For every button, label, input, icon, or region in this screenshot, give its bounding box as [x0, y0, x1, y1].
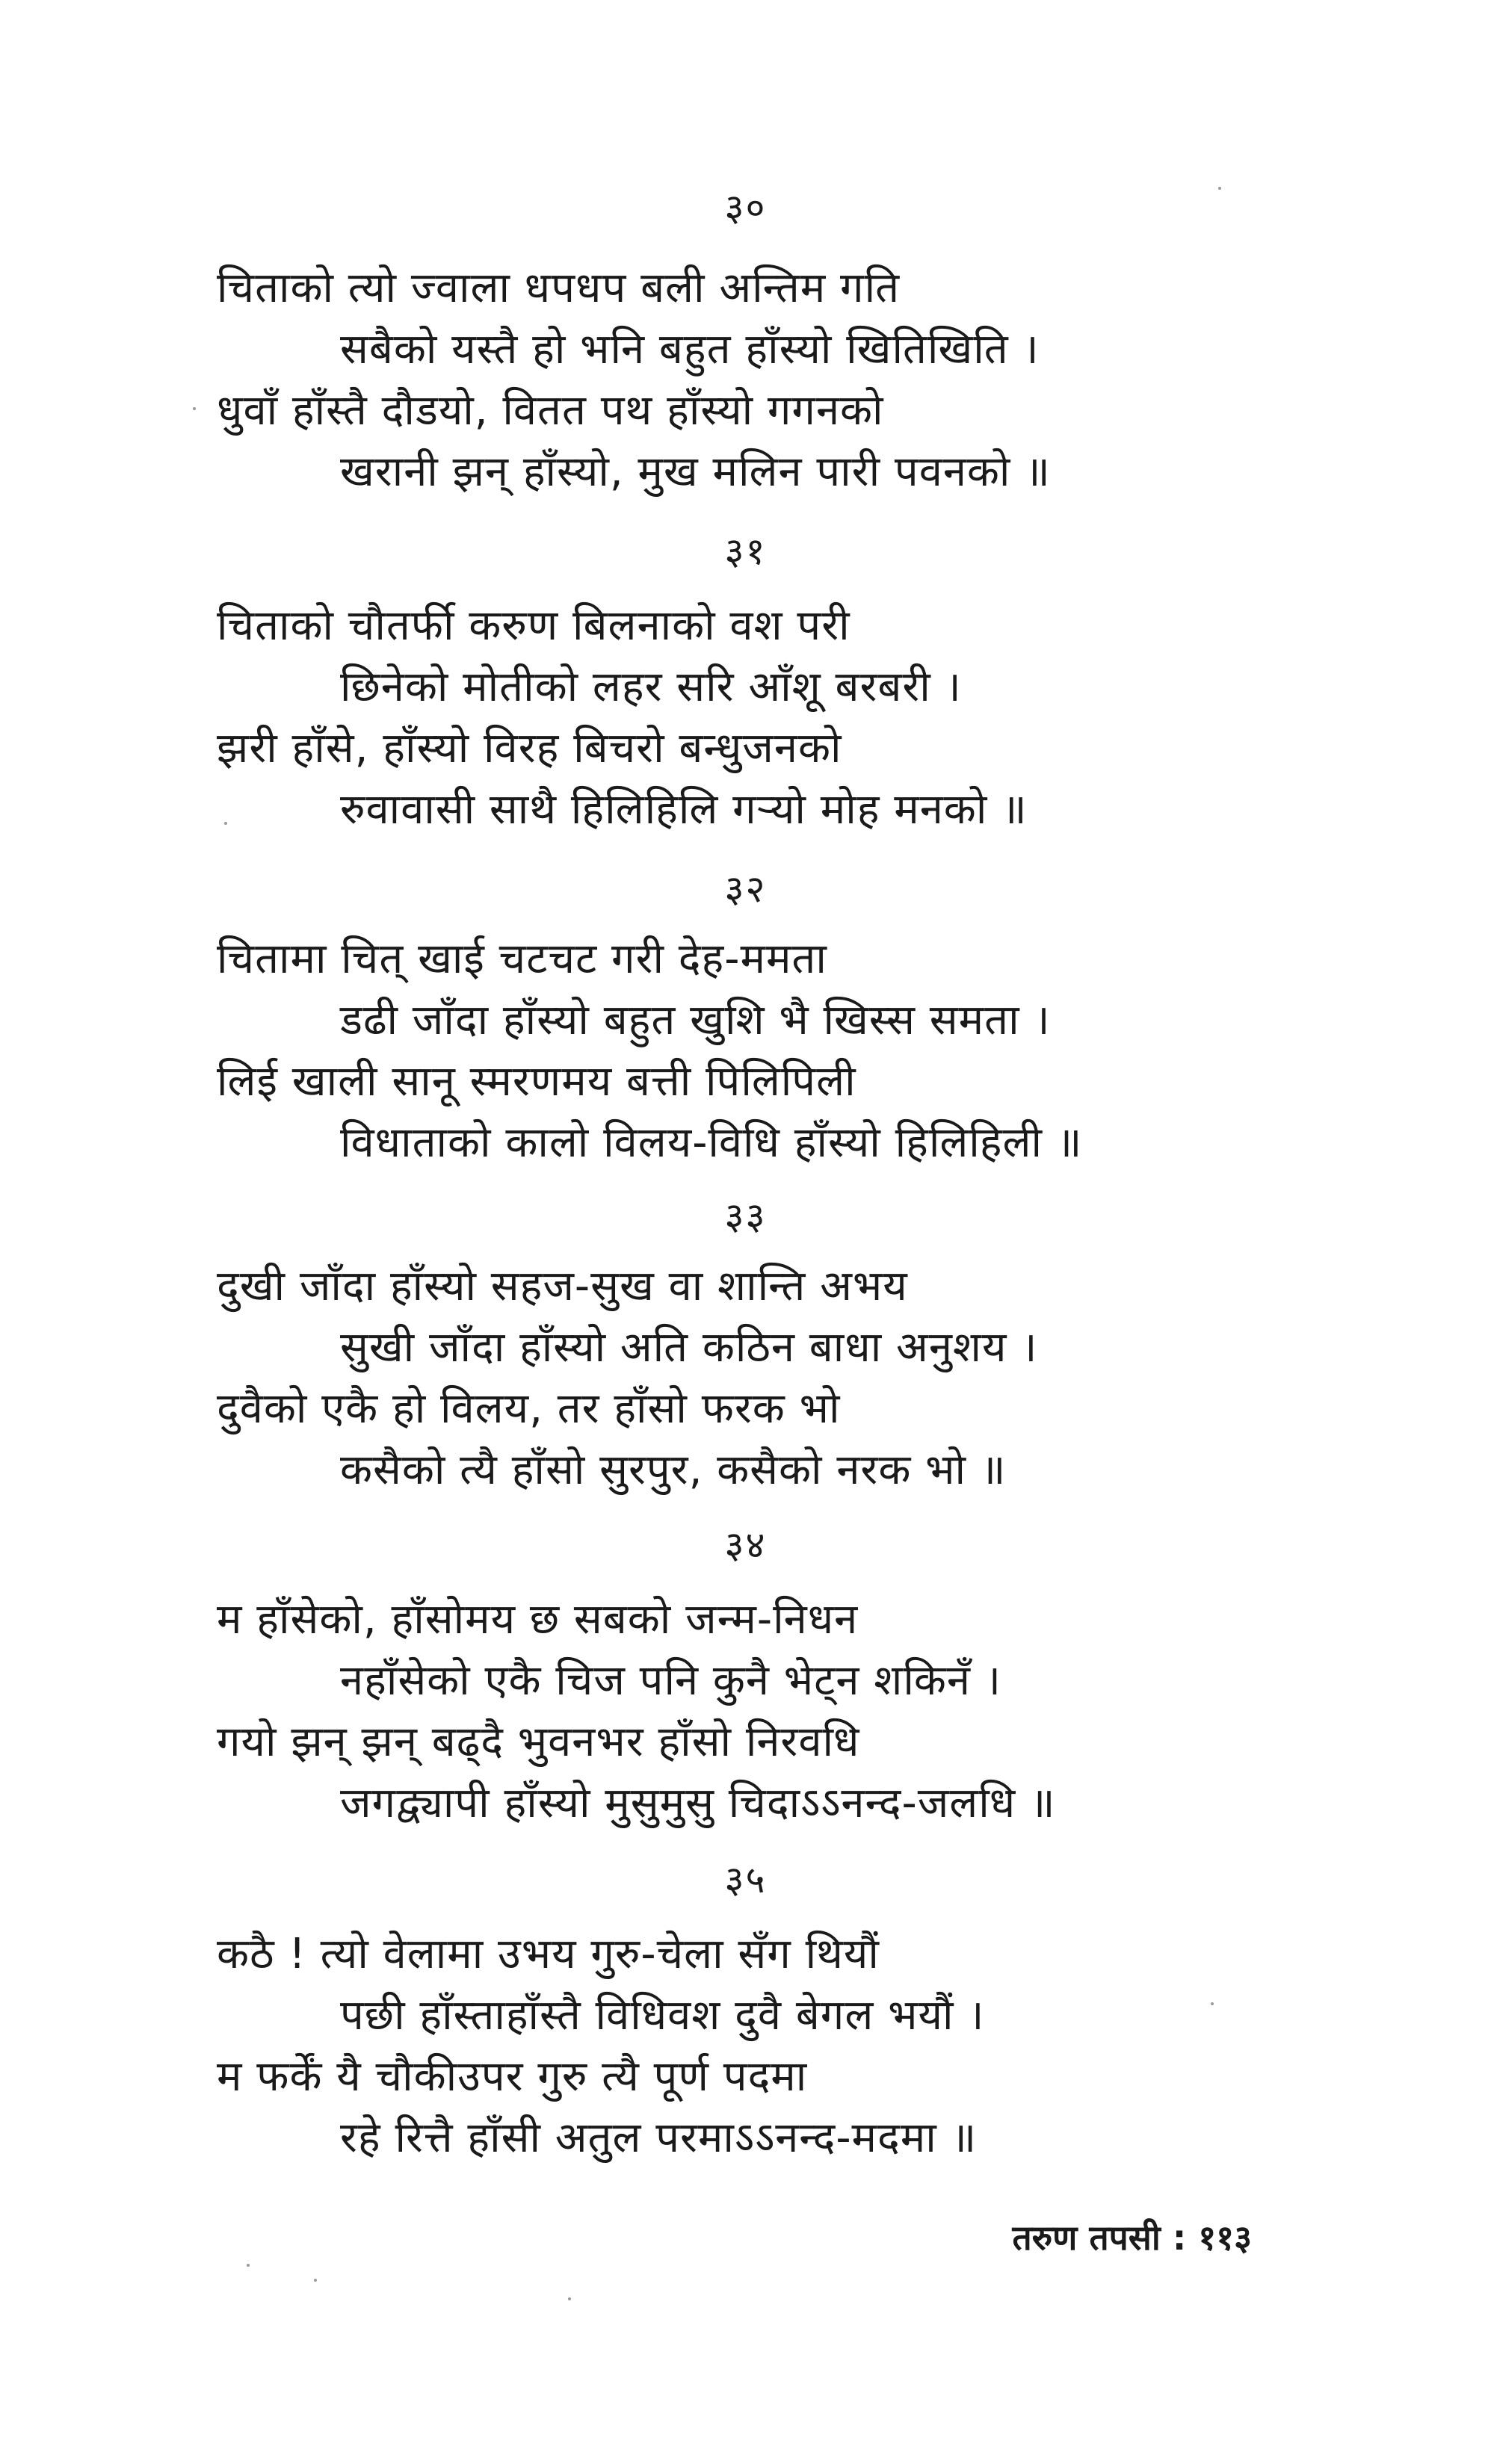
page-number: ११३: [1198, 2217, 1252, 2258]
verse-line: सुखी जाँदा हाँस्यो अति कठिन बाधा अनुशय ।: [340, 1323, 1038, 1372]
scan-speck: [193, 407, 196, 410]
verse-number: ३४: [724, 1523, 767, 1567]
verse-line: पछी हाँस्ताहाँस्तै विधिवश दुवै बेगल भयौं ।: [340, 1991, 985, 2040]
verse-line: कसैको त्यै हाँसो सुरपुर, कसैको नरक भो ॥: [340, 1446, 1007, 1494]
verse-line: गयो झन् झन् बढ्दै भुवनभर हाँसो निरवधि: [217, 1718, 860, 1766]
verse-line: रहे रित्तै हाँसी अतुल परमाऽऽनन्द-मदमा ॥: [340, 2114, 978, 2162]
verse-number: ३१: [724, 530, 767, 573]
verse-line: नहाँसेको एकै चिज पनि कुनै भेट्न शकिनँ ।: [340, 1656, 1001, 1705]
scan-speck: [224, 822, 227, 825]
verse-line: विधाताको कालो विलय-विधि हाँस्यो हिलिहिली ॥: [340, 1118, 1083, 1167]
verse-number: ३५: [724, 1858, 767, 1901]
verse-line: म फर्कें यै चौकीउपर गुरु त्यै पूर्ण पदमा: [217, 2052, 808, 2101]
verse-number: ३२: [724, 867, 767, 911]
scan-speck: [1218, 187, 1221, 190]
scan-speck: [1211, 2002, 1214, 2005]
scan-speck: [314, 2279, 317, 2282]
verse-line: जगद्व्यापी हाँस्यो मुसुमुसु चिदाऽऽनन्द-जलधि ॥: [340, 1779, 1056, 1827]
verse-line: चिताको त्यो ज्वाला धपधप बली अन्तिम गति: [217, 264, 901, 312]
verse-line: सबैको यस्तै हो भनि बहुत हाँस्यो खितिखिति ।: [340, 325, 1040, 374]
verse-line: खरानी झन् हाँस्यो, मुख मलिन पारी पवनको ॥: [340, 448, 1051, 496]
verse-line: झरी हाँसे, हाँस्यो विरह बिचरो बन्धुजनको: [217, 724, 842, 773]
verse-number: ३०: [724, 186, 767, 229]
page-footer: [1012, 2215, 1252, 2260]
verse-number: ३३: [724, 1195, 767, 1238]
book-title: तरुण तपसी: [1012, 2217, 1161, 2258]
verse-line: दुवैको एकै हो विलय, तर हाँसो फरक भो: [217, 1384, 841, 1433]
verse-line: कठै ! त्यो वेलामा उभय गुरु-चेला सँग थियौं: [217, 1930, 880, 1978]
verse-line: डढी जाँदा हाँस्यो बहुत खुशि भै खिस्स समता ।: [340, 996, 1051, 1044]
verse-line: चिताको चौतर्फी करुण बिलनाको वश परी: [217, 601, 851, 650]
verse-line: चितामा चित् खाई चटचट गरी देह-ममता: [217, 935, 827, 983]
verse-line: रुवावासी साथै हिलिहिलि गर्‍यो मोह मनको ॥: [340, 785, 1028, 834]
verse-line: छिनेको मोतीको लहर सरि आँशू बरबरी ।: [340, 663, 962, 711]
verse-line: म हाँसेको, हाँसोमय छ सबको जन्म-निधन: [217, 1595, 859, 1644]
scan-speck: [568, 2297, 571, 2300]
scan-speck: [247, 2264, 250, 2267]
verse-line: दुखी जाँदा हाँस्यो सहज-सुख वा शान्ति अभय: [217, 1262, 908, 1310]
verse-line: धुवाँ हाँस्तै दौडयो, वितत पथ हाँस्यो गगनको: [217, 386, 884, 435]
verse-line: लिई खाली सानू स्मरणमय बत्ती पिलिपिली: [217, 1057, 856, 1106]
footer-separator: :: [1172, 2217, 1187, 2258]
